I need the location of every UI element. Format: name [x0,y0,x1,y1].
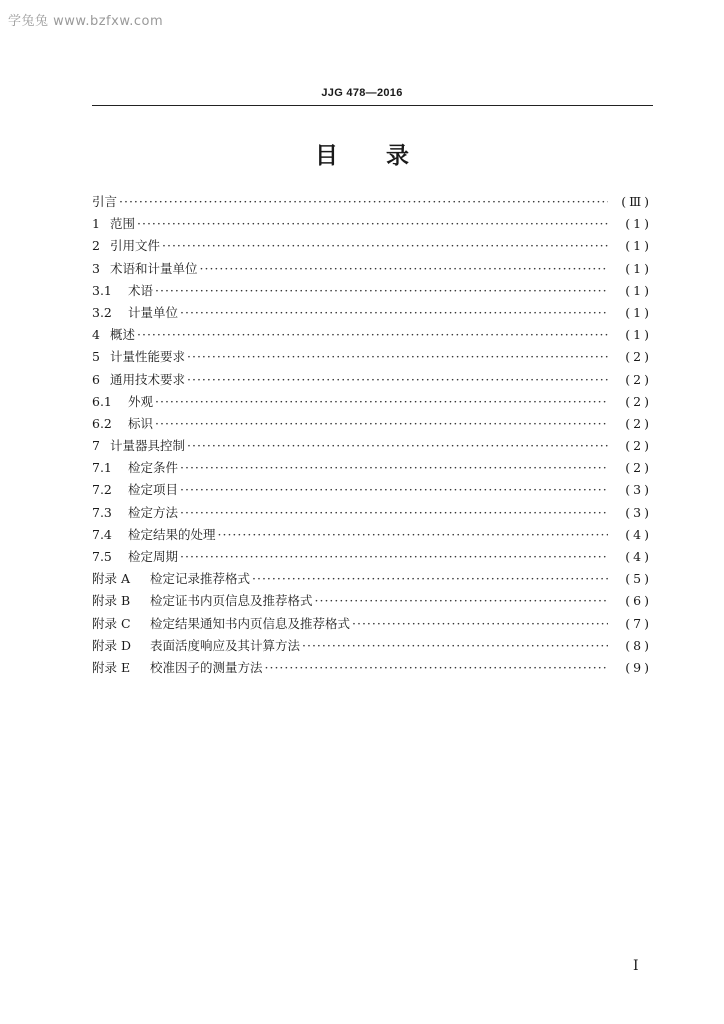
header-rule [92,105,653,106]
toc-entry[interactable] [92,414,652,436]
toc-entry-label: 通用技术要求 [110,371,186,387]
toc-entry-label: 外观 [128,393,154,409]
toc-entry-page: (7) [625,615,652,631]
toc-entry-label: 校准因子的测量方法 [150,659,263,675]
toc-entry[interactable] [92,303,652,325]
toc-entry-page: (3) [625,504,652,520]
toc-entry-number: 2 [92,238,100,254]
toc-leader-dots [302,638,608,653]
toc-entry-page: (3) [625,482,652,498]
toc-entry-page: (1) [625,327,652,343]
toc-entry-label: 计量性能要求 [110,349,186,365]
toc-entry-page: (6) [625,593,652,609]
toc-entry-page: (2) [625,393,652,409]
toc-entry[interactable] [92,281,652,303]
toc-entry-label: 范围 [110,216,136,232]
toc-leader-dots [187,438,608,453]
toc-leader-dots [180,305,608,320]
toc-entry[interactable] [92,347,652,369]
toc-entry[interactable] [92,370,652,392]
toc-entry[interactable] [92,214,652,236]
toc-entry-label: 检定项目 [128,482,179,498]
toc-entry[interactable] [92,547,652,569]
toc-entry-label: 检定证书内页信息及推荐格式 [150,593,313,609]
toc-entry-page: (2) [625,438,652,454]
toc-entry-page: (1) [625,282,652,298]
toc-entry-label: 检定方法 [128,504,179,520]
toc-leader-dots [187,349,608,364]
toc-entry-number: 附录 D [92,637,131,653]
toc-entry-number: 7.2 [92,482,112,498]
page-title: 目录 [315,143,457,169]
toc-entry[interactable] [92,658,652,680]
toc-entry-label: 检定记录推荐格式 [150,571,251,587]
toc-entry-number: 附录 C [92,615,131,631]
toc-entry-number: 附录 B [92,593,131,609]
toc-leader-dots [200,261,608,276]
toc-leader-dots [180,505,608,520]
toc-entry-number: 3 [92,260,100,276]
toc-entry-number: 7.4 [92,526,112,542]
toc-entry-number: 7 [92,438,100,454]
toc-entry-page: (2) [625,371,652,387]
toc-leader-dots [180,549,608,564]
page-number: I [633,958,639,974]
toc-entry[interactable] [92,569,652,591]
toc-leader-dots [315,593,608,608]
toc-leader-dots [155,283,608,298]
toc-entry-page: (1) [625,304,652,320]
toc-leader-dots [119,194,608,209]
toc-entry-page: (4) [625,549,652,564]
toc-entry-number: 6 [92,371,100,387]
toc-leader-dots [218,527,608,542]
toc-entry-number: 6.1 [92,393,112,409]
toc-entry-label: 检定周期 [128,549,179,564]
toc-entry-number: 附录 A [92,571,131,587]
toc-entry[interactable] [92,325,652,347]
toc-entry-number: 7.1 [92,460,112,476]
toc-entry[interactable] [92,236,652,258]
toc-entry-number: 7.3 [92,504,112,520]
toc-entry[interactable] [92,436,652,458]
toc-entry-number: 附录 E [92,659,131,675]
toc-entry-page: (5) [625,571,652,587]
toc-entry[interactable] [92,192,652,214]
toc-entry[interactable] [92,591,652,613]
toc-leader-dots [155,394,608,409]
toc-entry[interactable] [92,636,652,658]
toc-leader-dots [352,616,608,631]
toc-entry-label: 计量器具控制 [110,438,186,454]
toc-entry-page: (2) [625,415,652,431]
toc-entry-label: 检定条件 [128,460,179,476]
toc-leader-dots [137,327,608,342]
toc-entry-page: (9) [625,659,652,675]
toc-entry-label: 计量单位 [128,304,179,320]
toc-entry[interactable] [92,614,652,636]
toc-entry-number: 4 [92,327,100,343]
toc-entry-page: (4) [625,526,652,542]
toc-entry-page: (2) [625,460,652,476]
toc-entry-label: 术语 [128,282,154,298]
toc-entry-label: 检定结果通知书内页信息及推荐格式 [150,615,351,631]
toc-entry-page: (8) [625,637,652,653]
toc-entry-number: 7.5 [92,549,112,564]
toc-entry-page: (1) [625,260,652,276]
toc-entry[interactable] [92,480,652,502]
document-code: JJG 478—2016 [321,87,403,99]
toc-entry-page: (Ⅲ) [621,194,652,209]
toc-entry-page: (1) [625,216,652,232]
toc-entry[interactable] [92,525,652,547]
toc-entry-label: 检定结果的处理 [128,526,216,542]
toc-entry-number: 3.2 [92,304,112,320]
toc-entry[interactable] [92,392,652,414]
toc-entry-page: (2) [625,349,652,365]
toc-entry-number: 3.1 [92,282,112,298]
toc-entry-label: 引用文件 [110,238,161,254]
toc-entry[interactable] [92,259,652,281]
toc-entry-label: 概述 [110,327,136,343]
toc-entry-label: 标识 [128,415,154,431]
toc-leader-dots [265,660,608,675]
watermark-text: 学兔兔 www.bzfxw.com [8,14,164,29]
toc-entry[interactable] [92,458,652,480]
toc-leader-dots [155,416,608,431]
table-of-contents [92,192,652,680]
toc-entry-number: 5 [92,349,100,365]
toc-leader-dots [180,460,608,475]
toc-leader-dots [187,372,608,387]
toc-leader-dots [162,238,608,253]
toc-entry-page: (1) [625,238,652,254]
toc-entry-label: 表面活度响应及其计算方法 [150,637,301,653]
toc-entry-label: 引言 [92,194,118,209]
toc-leader-dots [180,482,608,497]
toc-leader-dots [137,216,608,231]
toc-entry-number: 1 [92,216,100,232]
toc-entry-label: 术语和计量单位 [110,260,198,276]
toc-leader-dots [252,571,608,586]
toc-entry-number: 6.2 [92,415,112,431]
toc-entry[interactable] [92,503,652,525]
